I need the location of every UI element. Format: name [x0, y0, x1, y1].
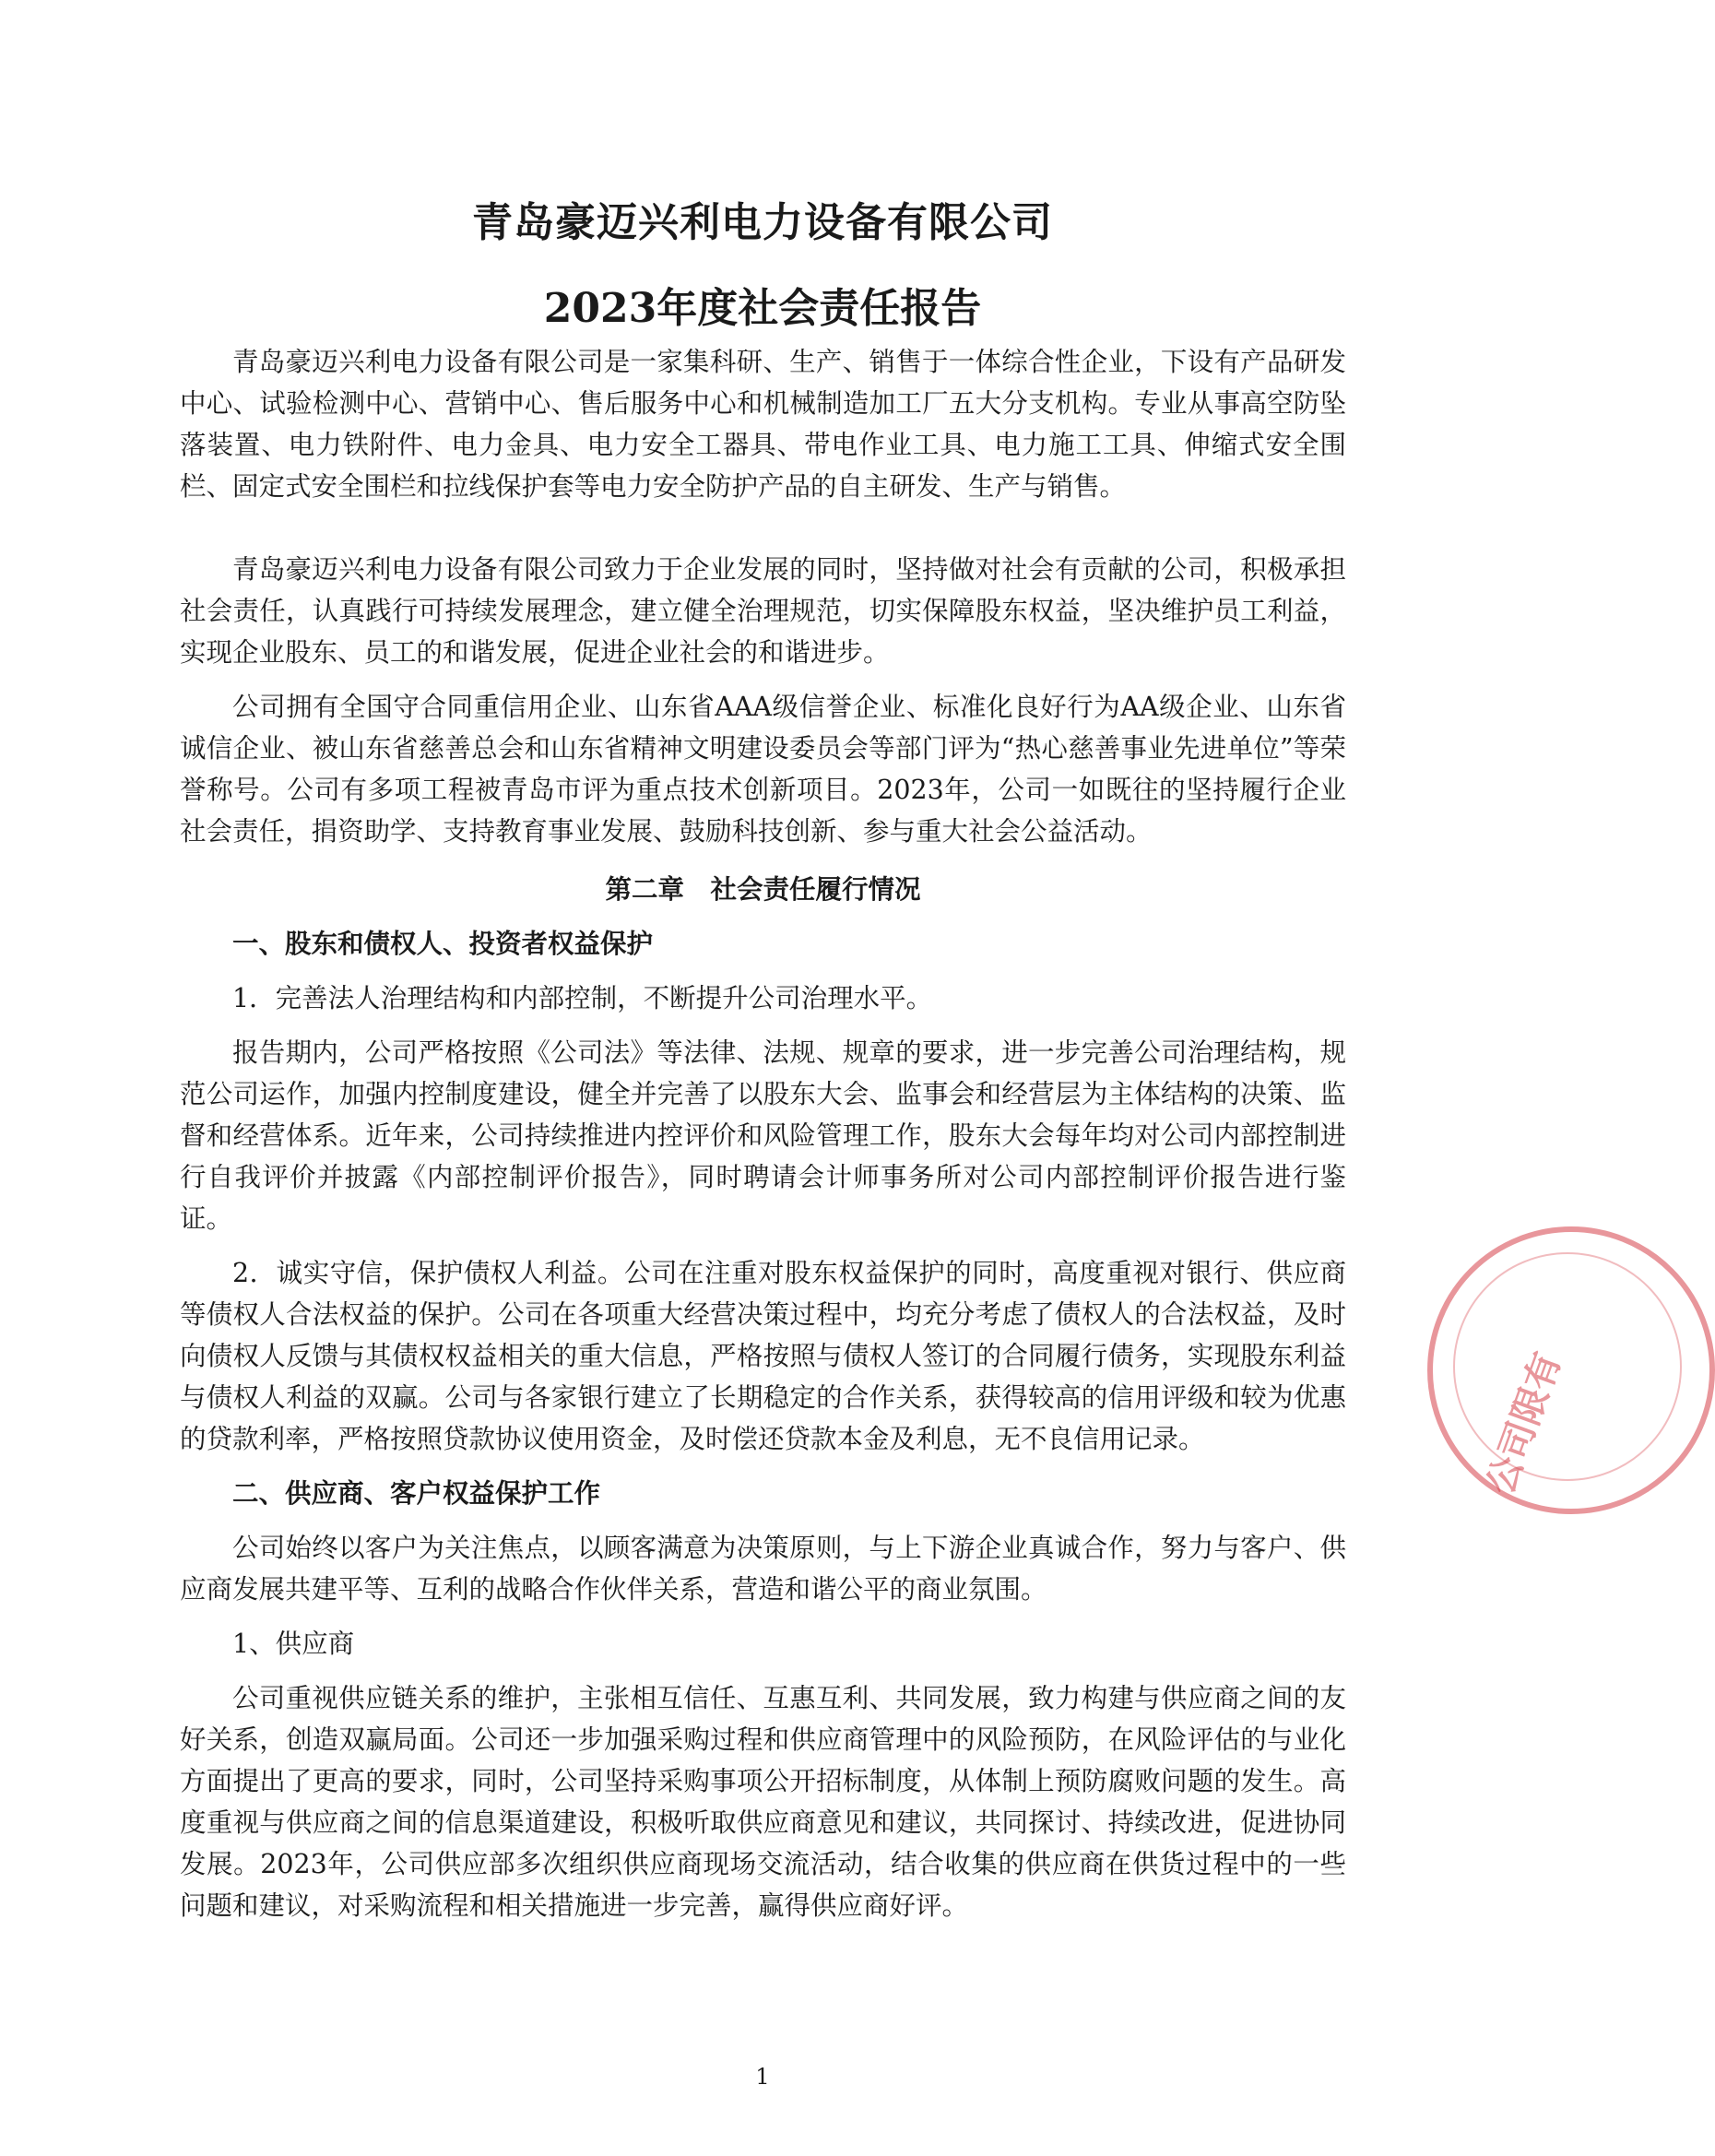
- honors-paragraph: 公司拥有全国守合同重信用企业、山东省AAA级信誉企业、标准化良好行为AA级企业、山东省诚信企业、被山东省慈善总会和山东省精神文明建设委员会等部门评为“热心慈善事业先进单位”等荣誉称号。公司有多项工程被青岛市评为重点技术创新项目。2023年，公司一如既往的坚持履行企业社会责任，捐资助学、支持教育事业发展、鼓励科技创新、参与重大社会公益活动。: [180, 692, 1346, 847]
- commitment-paragraph: 青岛豪迈兴利电力设备有限公司致力于企业发展的同时，坚持做对社会有贡献的公司，积极承担社会责任，认真践行可持续发展理念，建立健全治理规范，切实保障股东权益，坚决维护员工利益，实现企业股东、员工的和谐发展，促进企业社会的和谐进步。: [180, 554, 1346, 668]
- item-one-paragraph: 报告期内，公司严格按照《公司法》等法律、法规、规章的要求，进一步完善公司治理结构，规范公司运作，加强内控制度建设，健全并完善了以股东大会、监事会和经营层为主体结构的决策、监督和经营体系。近年来，公司持续推进内控评价和风险管理工作，股东大会每年均对公司内部控制进行自我评价并披露《内部控制评价报告》，同时聘请会计师事务所对公司内部控制评价报告进行鉴证。: [180, 1037, 1346, 1234]
- chapter-heading: 第二章 社会责任履行情况: [605, 873, 921, 905]
- report-title: 2023年度社会责任报告: [543, 285, 982, 332]
- page-number: 1: [755, 2064, 770, 2090]
- item-two-paragraph: 2．诚实守信，保护债权人利益。公司在注重对股东权益保护的同时，高度重视对银行、供应商等债权人合法权益的保护。公司在各项重大经营决策过程中，均充分考虑了债权人的合法权益，及时向债权人反馈与其债权权益相关的重大信息，严格按照与债权人签订的合同履行债务，实现股东利益与债权人利益的双赢。公司与各家银行建立了长期稳定的合作关系，获得较高的信用评级和较为优惠的贷款利率，严格按照贷款协议使用资金，及时偿还贷款本金及利息，无不良信用记录。: [180, 1258, 1346, 1454]
- section-two-heading: 二、供应商、客户权益保护工作: [232, 1477, 601, 1509]
- seal-text: 公司限有: [1478, 1346, 1570, 1500]
- supplier-paragraph: 公司重视供应链关系的维护，主张相互信任、互惠互利、共同发展，致力构建与供应商之间的友好关系，创造双赢局面。公司还一步加强采购过程和供应商管理中的风险预防，在风险评估的与业化方面提出了更高的要求，同时，公司坚持采购事项公开招标制度，从体制上预防腐败问题的发生。高度重视与供应商之间的信息渠道建设，积极听取供应商意见和建议，共同探讨、持续改进，促进协同发展。2023年，公司供应部多次组织供应商现场交流活动，结合收集的供应商在供货过程中的一些问题和建议，对采购流程和相关措施进一步完善，赢得供应商好评。: [180, 1683, 1346, 1921]
- company-seal-stamp: [1427, 1226, 1715, 1514]
- section-one-heading: 一、股东和债权人、投资者权益保护: [232, 928, 654, 959]
- company-title: 青岛豪迈兴利电力设备有限公司: [472, 199, 1053, 246]
- item-one-heading: 1．完善法人治理结构和内部控制，不断提升公司治理水平。: [232, 983, 933, 1013]
- document-body: [180, 341, 1346, 1926]
- section-two-paragraph: 公司始终以客户为关注焦点，以顾客满意为决策原则，与上下游企业真诚合作，努力与客户、供应商发展共建平等、互利的战略合作伙伴关系，营造和谐公平的商业氛围。: [180, 1533, 1346, 1605]
- supplier-heading: 1、供应商: [232, 1629, 355, 1659]
- intro-paragraph: 青岛豪迈兴利电力设备有限公司是一家集科研、生产、销售于一体综合性企业，下设有产品研发中心、试验检测中心、营销中心、售后服务中心和机械制造加工厂五大分支机构。专业从事高空防坠落装置、电力铁附件、电力金具、电力安全工器具、带电作业工具、电力施工工具、伸缩式安全围栏、固定式安全围栏和拉线保护套等电力安全防护产品的自主研发、生产与销售。: [180, 347, 1346, 502]
